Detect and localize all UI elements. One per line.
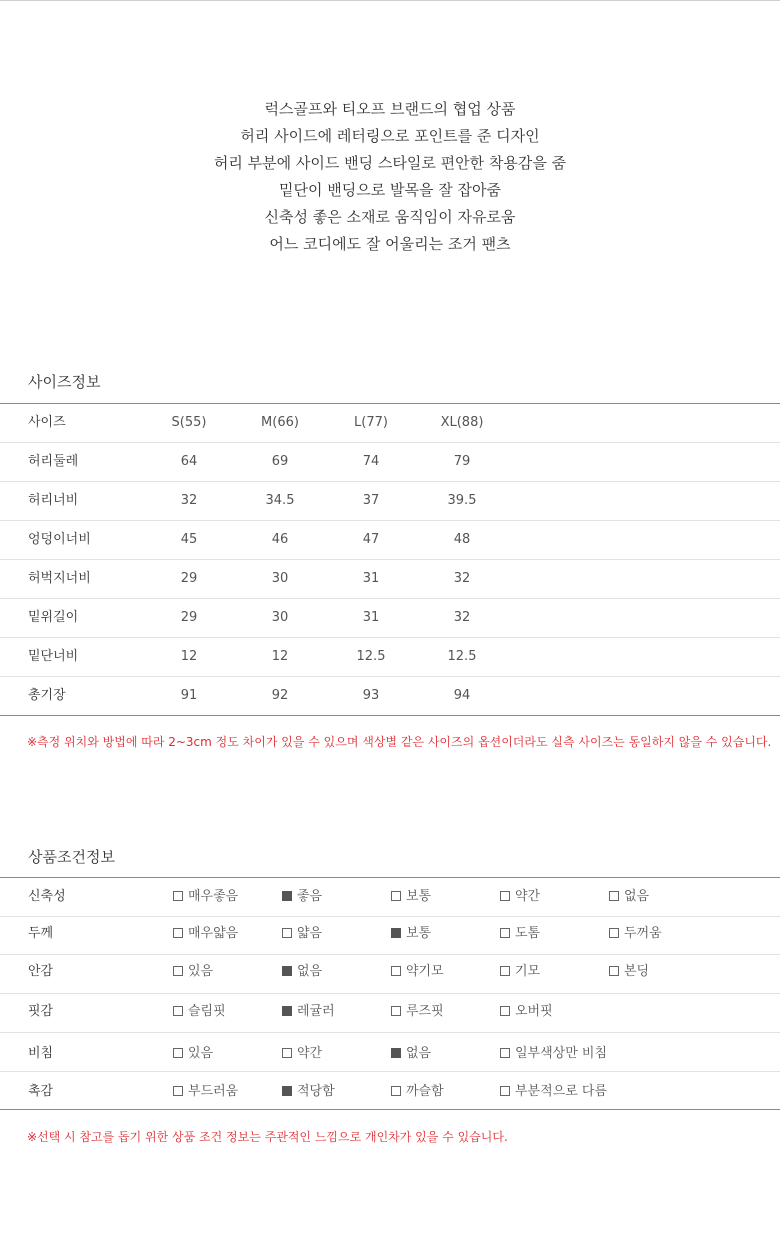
condition-label: 안감 (28, 964, 54, 979)
description-line: 허리 사이드에 레터링으로 포인트를 준 디자인 (240, 127, 540, 145)
option-text: 도톰 (515, 926, 541, 941)
condition-option (500, 915, 540, 952)
size-cell: 29 (180, 571, 198, 586)
size-cell: 46 (271, 532, 289, 547)
option-text: 본딩 (624, 964, 650, 979)
size-cell: 93 (362, 688, 380, 703)
option-text: 일부색상만 비침 (515, 1046, 608, 1061)
option-text: 약간 (515, 889, 541, 904)
condition-row (0, 917, 780, 955)
condition-note: ※선택 시 참고를 돕기 위한 상품 조건 정보는 주관적인 느낌으로 개인차가 있을 수 있습니다. (27, 1130, 508, 1144)
row-label: 사이즈 (28, 415, 66, 430)
size-cell: M(66) (261, 415, 299, 430)
unchecked-box-icon (391, 1006, 401, 1016)
size-row (0, 677, 780, 715)
option-text: 기모 (515, 964, 541, 979)
option-text: 레귤러 (297, 1004, 335, 1019)
size-cell: 45 (180, 532, 198, 547)
option-text: 까슬함 (406, 1084, 444, 1099)
condition-label: 비침 (28, 1046, 54, 1061)
unchecked-box-icon (173, 928, 183, 938)
option-text: 있음 (188, 964, 214, 979)
size-cell: XL(88) (440, 415, 484, 430)
checked-box-icon (282, 1006, 292, 1016)
condition-row (0, 994, 780, 1033)
size-cell: 30 (271, 610, 289, 625)
size-note: ※측정 위치와 방법에 따라 2~3cm 정도 차이가 있을 수 있으며 색상별 같은 사이즈의 옵션이더라도 실측 사이즈는 동일하지 않을 수 있습니다. (27, 735, 772, 749)
size-cell: 94 (453, 688, 471, 703)
row-label: 밑위길이 (28, 610, 79, 625)
option-text: 오버핏 (515, 1004, 553, 1019)
unchecked-box-icon (173, 966, 183, 976)
condition-label: 신축성 (28, 889, 66, 904)
condition-option (282, 1073, 335, 1110)
condition-option (391, 915, 431, 952)
row-label: 허리둘레 (28, 454, 79, 469)
condition-label: 핏감 (28, 1004, 54, 1019)
size-row (0, 521, 780, 560)
condition-option (282, 993, 335, 1031)
condition-option (282, 915, 322, 952)
condition-option (500, 1073, 607, 1110)
option-text: 슬림핏 (188, 1004, 226, 1019)
size-cell: 48 (453, 532, 471, 547)
option-text: 부분적으로 다름 (515, 1084, 608, 1099)
checked-box-icon (282, 891, 292, 901)
size-cell: 31 (362, 571, 380, 586)
condition-row (0, 955, 780, 994)
unchecked-box-icon (282, 928, 292, 938)
condition-label: 두께 (28, 926, 54, 941)
size-cell: 34.5 (265, 493, 295, 508)
size-row (0, 482, 780, 521)
option-text: 없음 (406, 1046, 432, 1061)
condition-table (0, 877, 780, 1110)
unchecked-box-icon (282, 1048, 292, 1058)
condition-option (391, 993, 444, 1031)
size-cell: 12.5 (447, 649, 477, 664)
size-row (0, 638, 780, 677)
size-row (0, 599, 780, 638)
condition-option (609, 953, 649, 991)
checked-box-icon (391, 928, 401, 938)
condition-option (282, 1035, 322, 1073)
unchecked-box-icon (609, 891, 619, 901)
size-cell: 31 (362, 610, 380, 625)
size-cell: 39.5 (447, 493, 477, 508)
size-cell: 30 (271, 571, 289, 586)
condition-option (500, 1035, 607, 1073)
unchecked-box-icon (391, 966, 401, 976)
condition-option (173, 993, 226, 1031)
size-cell: 37 (362, 493, 380, 508)
condition-option (173, 1035, 213, 1073)
size-cell: 74 (362, 454, 380, 469)
checked-box-icon (391, 1048, 401, 1058)
unchecked-box-icon (500, 891, 510, 901)
condition-option (282, 878, 322, 916)
condition-row (0, 878, 780, 917)
unchecked-box-icon (500, 1086, 510, 1096)
size-cell: 91 (180, 688, 198, 703)
size-row (0, 560, 780, 599)
unchecked-box-icon (173, 1086, 183, 1096)
option-text: 적당함 (297, 1084, 335, 1099)
row-label: 엉덩이너비 (28, 532, 91, 547)
option-text: 두꺼움 (624, 926, 662, 941)
condition-option (391, 1073, 444, 1110)
option-text: 얇음 (297, 926, 323, 941)
unchecked-box-icon (391, 1086, 401, 1096)
checked-box-icon (282, 966, 292, 976)
option-text: 보통 (406, 889, 432, 904)
unchecked-box-icon (500, 928, 510, 938)
row-label: 허리너비 (28, 493, 79, 508)
size-cell: 64 (180, 454, 198, 469)
condition-option (609, 878, 649, 916)
condition-label: 촉감 (28, 1084, 54, 1099)
size-cell: 69 (271, 454, 289, 469)
condition-option (391, 1035, 431, 1073)
option-text: 약기모 (406, 964, 444, 979)
condition-row (0, 1033, 780, 1072)
condition-option (173, 1073, 238, 1110)
condition-option (173, 915, 238, 952)
unchecked-box-icon (609, 928, 619, 938)
size-cell: 12.5 (356, 649, 386, 664)
size-cell: 32 (453, 610, 471, 625)
size-cell: 29 (180, 610, 198, 625)
size-cell: 12 (180, 649, 198, 664)
unchecked-box-icon (173, 891, 183, 901)
size-cell: 47 (362, 532, 380, 547)
condition-option (500, 878, 540, 916)
condition-option (391, 878, 431, 916)
option-text: 매우좋음 (188, 889, 239, 904)
unchecked-box-icon (500, 1006, 510, 1016)
size-cell: 12 (271, 649, 289, 664)
option-text: 약간 (297, 1046, 323, 1061)
size-cell: L(77) (354, 415, 388, 430)
option-text: 매우얇음 (188, 926, 239, 941)
condition-option (173, 878, 238, 916)
size-header-row (0, 404, 780, 443)
description-line: 밑단이 밴딩으로 발목을 잘 잡아줌 (279, 181, 501, 199)
size-cell: 79 (453, 454, 471, 469)
condition-option (391, 953, 444, 991)
condition-option (173, 953, 213, 991)
row-label: 허벅지너비 (28, 571, 91, 586)
description-line: 허리 부분에 사이드 밴딩 스타일로 편안한 착용감을 줌 (213, 154, 567, 172)
unchecked-box-icon (609, 966, 619, 976)
condition-option (609, 915, 662, 952)
description-line: 럭스골프와 티오프 브랜드의 협업 상품 (264, 100, 516, 118)
row-label: 밑단너비 (28, 649, 79, 664)
option-text: 없음 (624, 889, 650, 904)
size-table (0, 403, 780, 716)
checked-box-icon (282, 1086, 292, 1096)
option-text: 루즈핏 (406, 1004, 444, 1019)
description-line: 신축성 좋은 소재로 움직임이 자유로움 (264, 208, 516, 226)
size-cell: 32 (453, 571, 471, 586)
condition-option (282, 953, 322, 991)
condition-option (500, 953, 540, 991)
size-cell: S(55) (171, 415, 207, 430)
condition-option (500, 993, 553, 1031)
unchecked-box-icon (391, 891, 401, 901)
size-row (0, 443, 780, 482)
unchecked-box-icon (500, 1048, 510, 1058)
condition-info-title: 상품조건정보 (28, 848, 115, 866)
unchecked-box-icon (173, 1006, 183, 1016)
description-line: 어느 코디에도 잘 어울리는 조거 팬츠 (269, 235, 511, 253)
condition-row (0, 1072, 780, 1109)
product-description (0, 96, 780, 258)
option-text: 부드러움 (188, 1084, 239, 1099)
unchecked-box-icon (173, 1048, 183, 1058)
row-label: 총기장 (28, 688, 66, 703)
option-text: 있음 (188, 1046, 214, 1061)
option-text: 없음 (297, 964, 323, 979)
option-text: 좋음 (297, 889, 323, 904)
size-info-title: 사이즈정보 (28, 373, 101, 391)
unchecked-box-icon (500, 966, 510, 976)
top-divider (0, 0, 780, 1)
size-cell: 32 (180, 493, 198, 508)
size-cell: 92 (271, 688, 289, 703)
option-text: 보통 (406, 926, 432, 941)
